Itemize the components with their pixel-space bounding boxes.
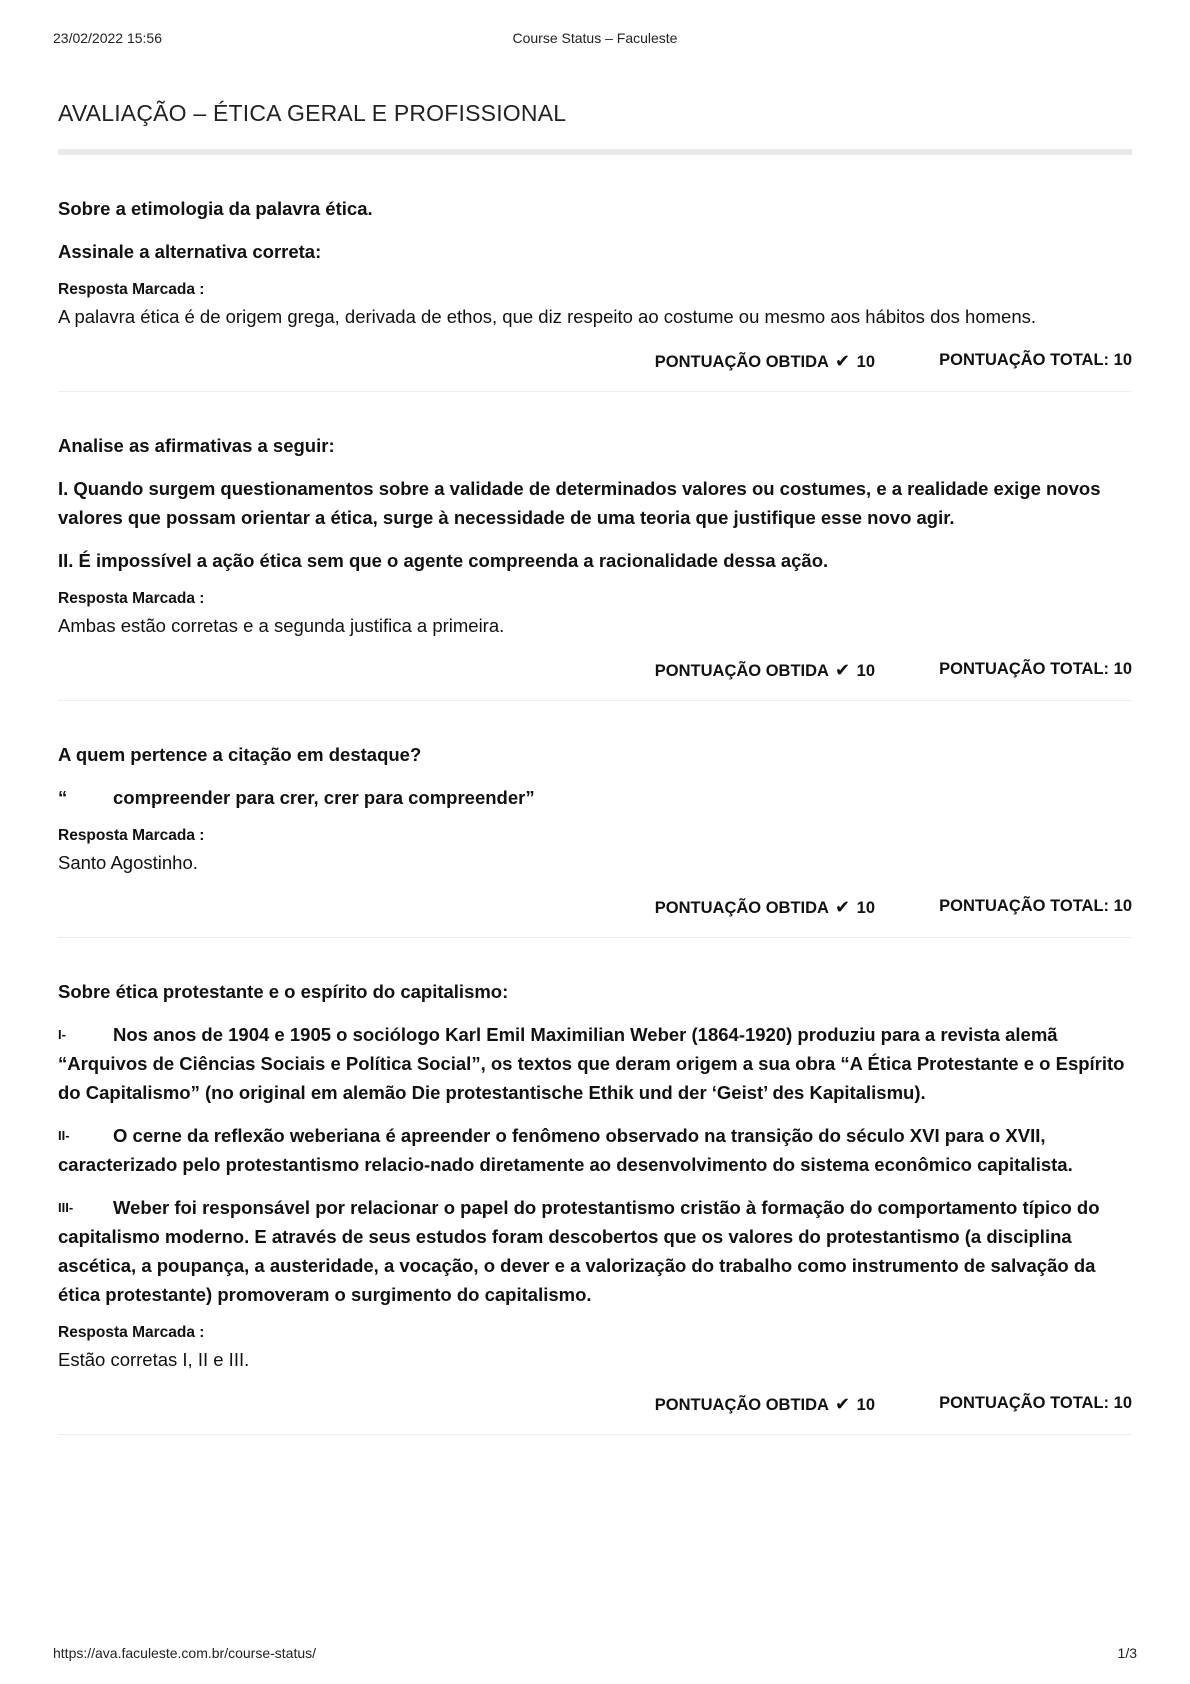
score-row	[58, 1390, 1132, 1435]
score-obtained-value: 10	[856, 1396, 875, 1414]
statement-label: III-	[58, 1200, 74, 1215]
statement-label: I-	[58, 1027, 66, 1042]
score-total-label: PONTUAÇÃO TOTAL:	[939, 351, 1110, 369]
statement-text: O cerne da reflexão weberiana é apreender o fenômeno observado na transição do século XVI para o XVII, caracterizado pelo protestantismo relacio-nado diretamente ao desenvolvimento do sistema econômico capitalista.	[58, 1125, 1073, 1175]
score-obtained	[655, 897, 875, 918]
score-total-label: PONTUAÇÃO TOTAL:	[939, 897, 1110, 915]
score-total-label: PONTUAÇÃO TOTAL:	[939, 660, 1110, 678]
check-icon: ✔	[834, 897, 851, 917]
check-icon: ✔	[834, 351, 851, 371]
answer-label: Resposta Marcada :	[58, 827, 205, 844]
score-total-value: 10	[1113, 660, 1132, 678]
score-total	[939, 1394, 1132, 1413]
question-text: II. É impossível a ação ética sem que o agente compreenda a racionalidade dessa ação.	[58, 550, 829, 571]
check-icon: ✔	[834, 1394, 851, 1414]
answer-text: A palavra ética é de origem grega, derivada de ethos, que diz respeito ao costume ou mesmo aos hábitos dos homens.	[58, 306, 1036, 327]
quote-text: compreender para crer, crer para compreender”	[113, 787, 535, 808]
print-header	[53, 30, 1137, 50]
question-1	[58, 155, 1132, 392]
main-content	[58, 100, 1132, 1435]
question-text: Sobre ética protestante e o espírito do capitalismo:	[58, 981, 509, 1002]
score-total-label: PONTUAÇÃO TOTAL:	[939, 1394, 1110, 1412]
print-date: 23/02/2022 15:56	[53, 30, 162, 46]
answer-label: Resposta Marcada :	[58, 1324, 205, 1341]
question-text: Assinale a alternativa correta:	[58, 241, 322, 262]
question-3	[58, 701, 1132, 938]
score-obtained	[655, 1394, 875, 1415]
score-obtained-value: 10	[856, 662, 875, 680]
check-icon: ✔	[834, 660, 851, 680]
answer-text: Santo Agostinho.	[58, 852, 198, 873]
score-row	[58, 347, 1132, 392]
question-4	[58, 938, 1132, 1435]
statement-item	[58, 1193, 1132, 1309]
print-url[interactable]: https://ava.faculeste.com.br/course-status/	[53, 1645, 317, 1661]
statement-item	[58, 1121, 1132, 1179]
score-total	[939, 351, 1132, 370]
highlighted-quote	[58, 783, 1132, 812]
score-total-value: 10	[1113, 1394, 1132, 1412]
score-obtained	[655, 660, 875, 681]
score-obtained-label: PONTUAÇÃO OBTIDA	[654, 353, 829, 371]
statement-label: II-	[58, 1128, 70, 1143]
print-footer	[53, 1645, 1137, 1665]
score-obtained-value: 10	[856, 899, 875, 917]
question-text: Sobre a etimologia da palavra ética.	[58, 198, 373, 219]
question-2	[58, 392, 1132, 701]
question-text: A quem pertence a citação em destaque?	[58, 744, 422, 765]
statement-text: Nos anos de 1904 e 1905 o sociólogo Karl Emil Maximilian Weber (1864-1920) produziu para a revista alemã “Arquivos de Ciências Sociais e Política Social”, os textos que deram origem a sua obra “A Ética Protestante e o Espírito do Capitalismo” (no original em alemão Die protestantische Ethik und der ‘Geist’ des Kapitalismu).	[58, 1024, 1125, 1103]
page-title: AVALIAÇÃO – ÉTICA GERAL E PROFISSIONAL	[58, 100, 1132, 155]
answer-text: Ambas estão corretas e a segunda justifica a primeira.	[58, 615, 505, 636]
quote-mark: “	[58, 787, 68, 808]
score-obtained-value: 10	[856, 353, 875, 371]
score-row	[58, 893, 1132, 938]
question-text: I. Quando surgem questionamentos sobre a validade de determinados valores ou costumes, e a realidade exige novos valores que possam orientar a ética, surge à necessidade de uma teoria que justifique esse novo agir.	[58, 478, 1101, 528]
score-row	[58, 656, 1132, 701]
page-number: 1/3	[1117, 1645, 1137, 1661]
statement-item	[58, 1020, 1132, 1107]
score-obtained-label: PONTUAÇÃO OBTIDA	[654, 662, 829, 680]
score-total	[939, 897, 1132, 916]
print-page-title: Course Status – Faculeste	[512, 30, 678, 46]
score-obtained-label: PONTUAÇÃO OBTIDA	[654, 899, 829, 917]
answer-text: Estão corretas I, II e III.	[58, 1349, 250, 1370]
statement-text: Weber foi responsável por relacionar o papel do protestantismo cristão à formação do comportamento típico do capitalismo moderno. E através de seus estudos foram descobertos que os valores do protestantismo (a disciplina ascética, a poupança, a austeridade, a vocação, o dever e a valorização do trabalho como instrumento de salvação da ética protestante) promoveram o surgimento do capitalismo.	[58, 1197, 1100, 1305]
answer-label: Resposta Marcada :	[58, 590, 205, 607]
score-total	[939, 660, 1132, 679]
score-obtained-label: PONTUAÇÃO OBTIDA	[654, 1396, 829, 1414]
question-text: Analise as afirmativas a seguir:	[58, 435, 335, 456]
answer-label: Resposta Marcada :	[58, 281, 205, 298]
score-total-value: 10	[1113, 897, 1132, 915]
score-total-value: 10	[1113, 351, 1132, 369]
score-obtained	[655, 351, 875, 372]
